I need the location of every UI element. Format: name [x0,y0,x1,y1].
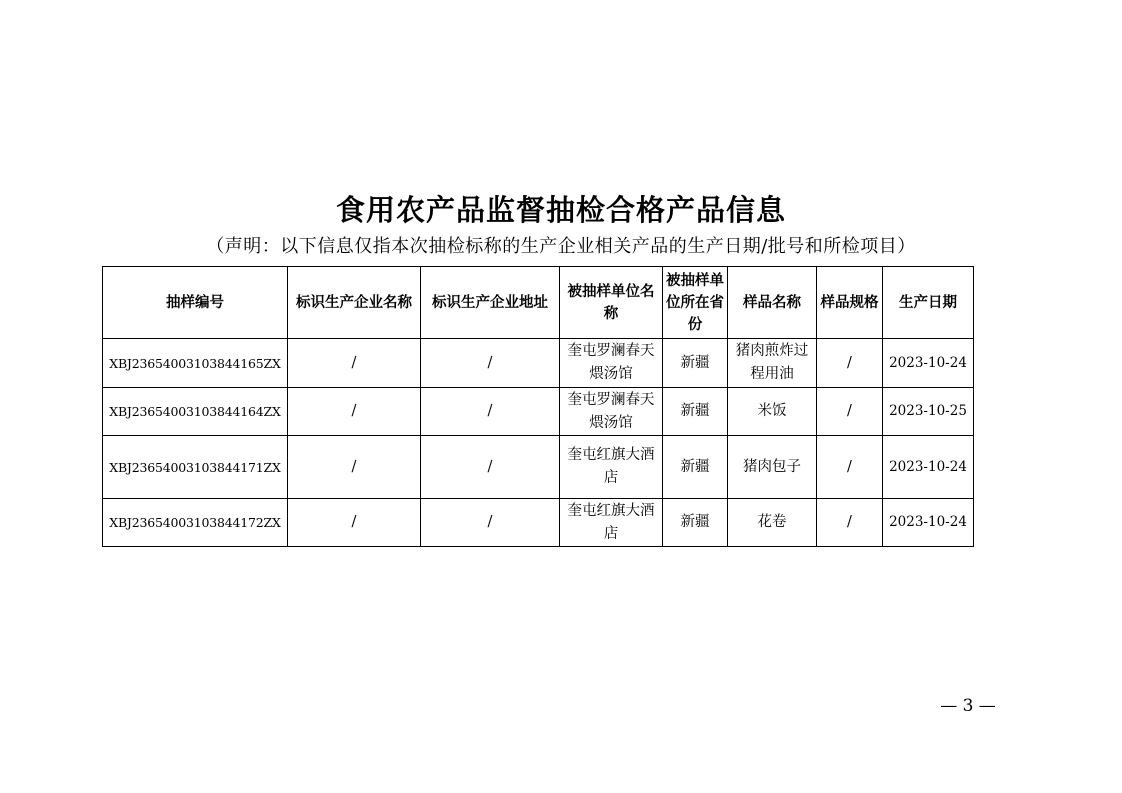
header-producer-name: 标识生产企业名称 [288,267,421,339]
cell-producer-address: / [421,388,560,436]
cell-production-date: 2023-10-24 [883,436,974,499]
header-province: 被抽样单位所在省份 [663,267,728,339]
cell-province: 新疆 [663,339,728,388]
cell-sampled-unit: 奎屯红旗大酒店 [560,436,663,499]
cell-sample-code: XBJ23654003103844165ZX [103,339,288,388]
cell-province: 新疆 [663,499,728,547]
cell-production-date: 2023-10-25 [883,388,974,436]
cell-producer-name: / [288,499,421,547]
cell-sample-code: XBJ23654003103844172ZX [103,499,288,547]
table-header-row [103,267,974,339]
page-number: — 3 — [940,696,996,716]
document-title: 食用农产品监督抽检合格产品信息 [335,193,786,227]
cell-producer-address: / [421,499,560,547]
cell-producer-name: / [288,388,421,436]
cell-sample-name: 米饭 [728,388,817,436]
cell-producer-name: / [288,339,421,388]
cell-sample-spec: / [817,388,883,436]
cell-sample-name: 猪肉煎炸过程用油 [728,339,817,388]
cell-sample-spec: / [817,499,883,547]
cell-sampled-unit: 奎屯红旗大酒店 [560,499,663,547]
header-sampled-unit: 被抽样单位名称 [560,267,663,339]
header-sample-name: 样品名称 [728,267,817,339]
document-subtitle: （声明：以下信息仅指本次抽检标称的生产企业相关产品的生产日期/批号和所检项目） [206,236,916,257]
cell-sample-name: 花卷 [728,499,817,547]
cell-production-date: 2023-10-24 [883,499,974,547]
cell-production-date: 2023-10-24 [883,339,974,388]
cell-producer-address: / [421,339,560,388]
header-sample-spec: 样品规格 [817,267,883,339]
cell-sampled-unit: 奎屯罗澜春天煨汤馆 [560,339,663,388]
cell-sample-spec: / [817,339,883,388]
cell-sample-name: 猪肉包子 [728,436,817,499]
table-row [103,436,974,499]
header-sample-code: 抽样编号 [103,267,288,339]
cell-province: 新疆 [663,388,728,436]
table-row [103,499,974,547]
cell-province: 新疆 [663,436,728,499]
inspection-table [102,266,974,547]
table-row [103,388,974,436]
header-producer-address: 标识生产企业地址 [421,267,560,339]
cell-sample-code: XBJ23654003103844164ZX [103,388,288,436]
cell-producer-address: / [421,436,560,499]
cell-sample-code: XBJ23654003103844171ZX [103,436,288,499]
cell-producer-name: / [288,436,421,499]
cell-sampled-unit: 奎屯罗澜春天煨汤馆 [560,388,663,436]
table-row [103,339,974,388]
header-production-date: 生产日期 [883,267,974,339]
cell-sample-spec: / [817,436,883,499]
